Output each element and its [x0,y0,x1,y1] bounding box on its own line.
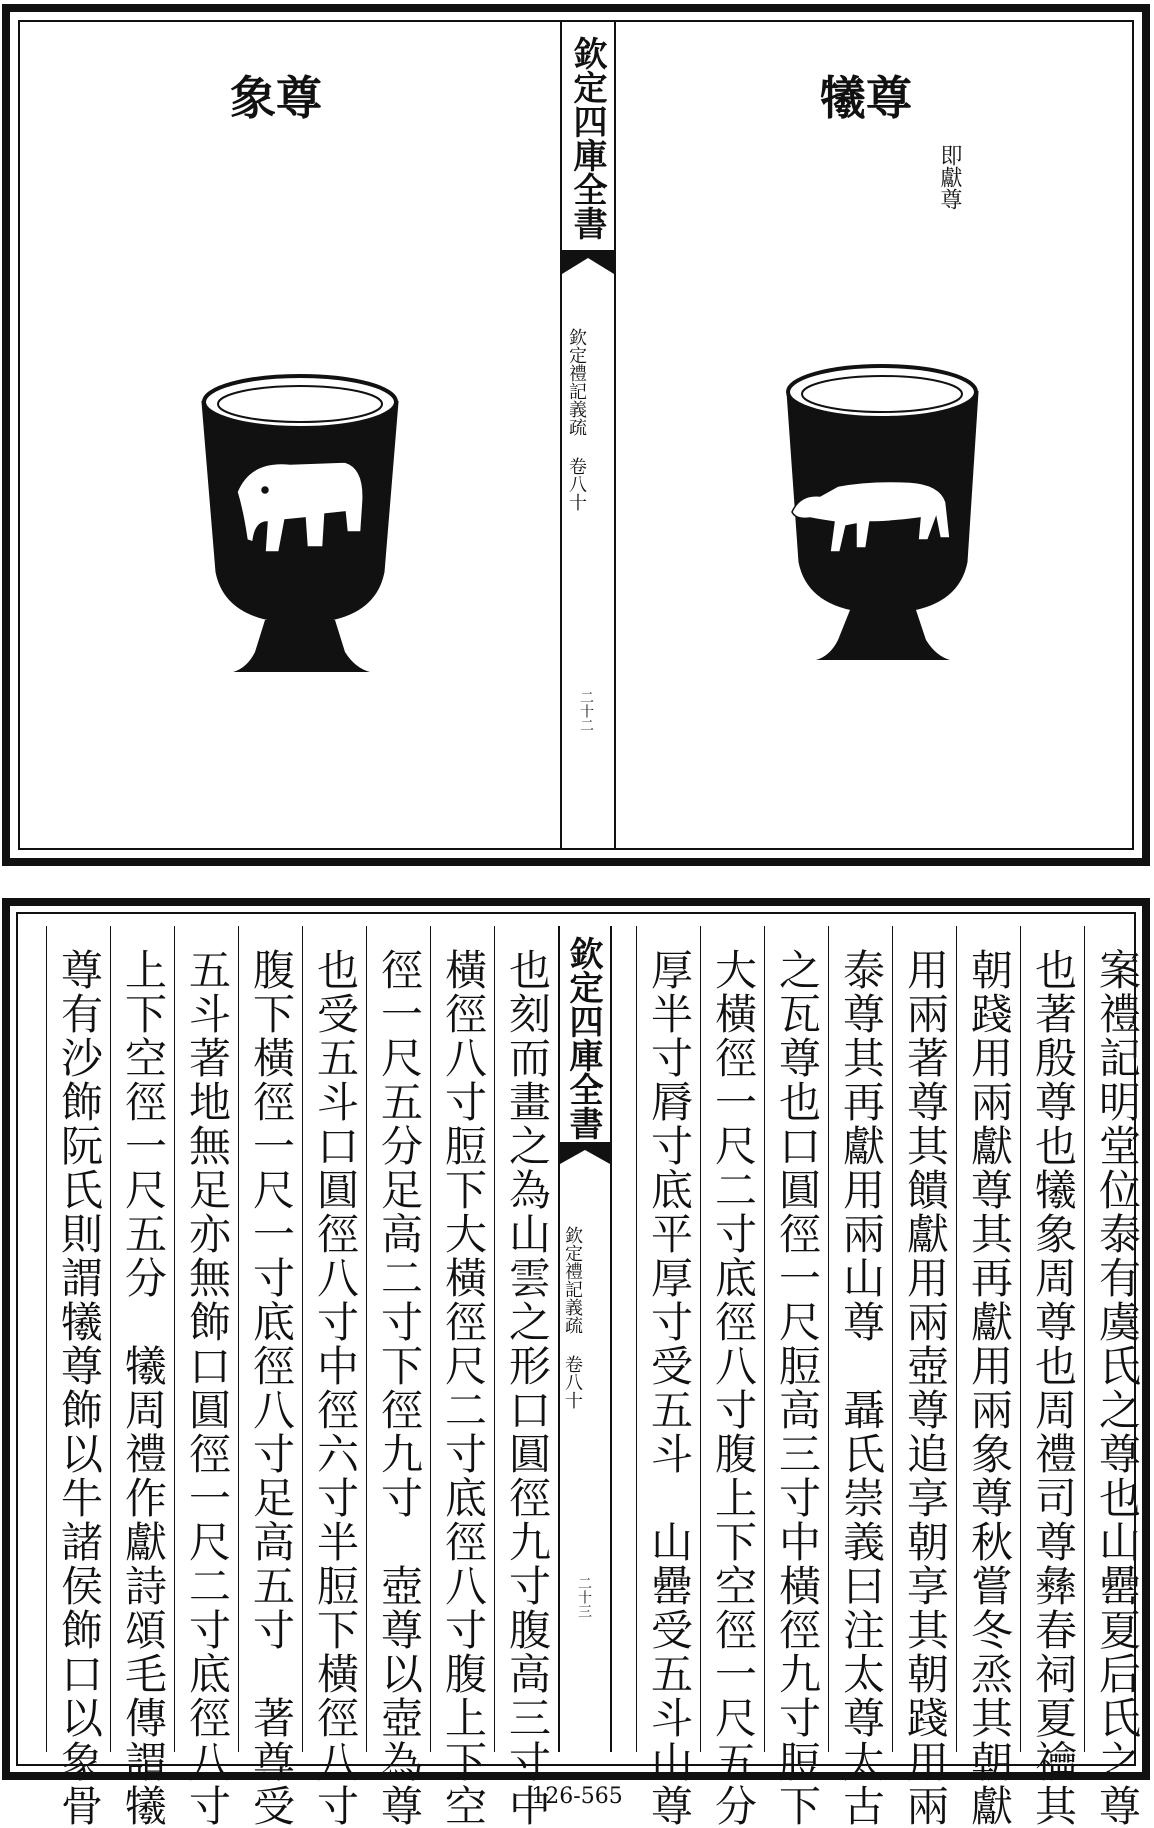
text-column-content: 徑一尺五分足高二寸下徑九寸 壺尊以壺為尊 [375,948,424,1828]
top-page-inner-border [18,20,1134,850]
text-column [700,926,765,1828]
left-panel-title: 象尊 [230,71,322,125]
top-gutter-book-title: 欽定四庫全書 [567,36,607,240]
text-column [764,926,829,1828]
top-gutter-subtitle-line: 卷八十 [566,457,587,511]
elephant-vessel-illustration [195,372,405,702]
top-gutter-column [560,22,616,848]
bottom-gutter-subtitle-line: 卷八十 [562,1355,583,1409]
text-column-content: 也刻而畫之為山雲之形口圓徑九寸腹高三寸中 [503,948,552,1828]
text-column [110,926,175,1828]
text-column [174,926,239,1828]
bottom-gutter-subtitle-line: 欽定禮記義疏 [562,1226,583,1334]
text-column-content: 大橫徑一尺二寸底徑八寸腹上下空徑一尺五分 [709,948,758,1828]
text-column-content: 也著殷尊也犧象周尊也周禮司尊彝春祠夏禴其 [1029,948,1078,1828]
text-column [430,926,495,1828]
text-column-content: 上下空徑一尺五分 犧周禮作獻詩頌毛傳謂犧 [119,948,168,1828]
text-column [302,926,367,1828]
text-column [1084,926,1149,1828]
text-column [238,926,303,1828]
top-gutter-subtitle [566,328,586,511]
text-column [828,926,893,1828]
text-column-content: 橫徑八寸脰下大橫徑尺二寸底徑八寸腹上下空 [439,948,488,1828]
text-column-content: 用兩著尊其饋獻用兩壺尊追享朝享其朝踐用兩 [901,948,950,1828]
top-gutter-page-number: 二十二 [578,690,594,732]
bottom-gutter-page-number: 二十三 [576,1576,592,1618]
bottom-gutter-book-title: 欽定四庫全書 [563,936,603,1140]
fish-tail-ornament-icon [560,1142,610,1164]
text-column [892,926,957,1828]
text-column [494,926,559,1828]
bottom-gutter-subtitle [562,1226,582,1409]
text-column [1020,926,1085,1828]
page-footer-number: 126-565 [531,1784,623,1809]
top-gutter-subtitle-line: 欽定禮記義疏 [566,328,587,436]
right-panel-title: 犧尊 [820,71,912,125]
text-column-content: 泰尊其再獻用兩山尊 聶氏崇義曰注太尊太古 [837,948,886,1828]
top-page-frame [2,4,1150,866]
fish-tail-ornament-icon [562,250,614,274]
text-column-content: 五斗著地無足亦無飾口圓徑一尺二寸底徑八寸 [183,948,232,1828]
text-column-content: 厚半寸脣寸底平厚寸受五斗 山罍受五斗山尊 [645,948,694,1828]
text-column-content: 腹下橫徑一尺一寸底徑八寸足高五寸 著尊受 [247,948,296,1828]
bottom-gutter-column [558,926,612,1752]
text-column-content: 案禮記明堂位泰有虞氏之尊也山罍夏后氏之尊 [1093,948,1142,1828]
text-column-content: 之瓦尊也口圓徑一尺脰高三寸中橫徑九寸脰下 [773,948,822,1828]
text-column [46,926,111,1828]
text-column-content: 朝踐用兩獻尊其再獻用兩象尊秋嘗冬烝其朝獻 [965,948,1014,1828]
text-column [956,926,1021,1828]
text-column [636,926,701,1828]
ox-vessel-illustration [780,362,985,692]
text-column [366,926,431,1828]
text-column-content: 也受五斗口圓徑八寸中徑六寸半脰下橫徑八寸 [311,948,360,1828]
right-panel-annotation: 即獻尊 [937,144,962,210]
text-column-content: 尊有沙飾阮氏則謂犧尊飾以牛諸侯飾口以象骨 [55,948,104,1828]
